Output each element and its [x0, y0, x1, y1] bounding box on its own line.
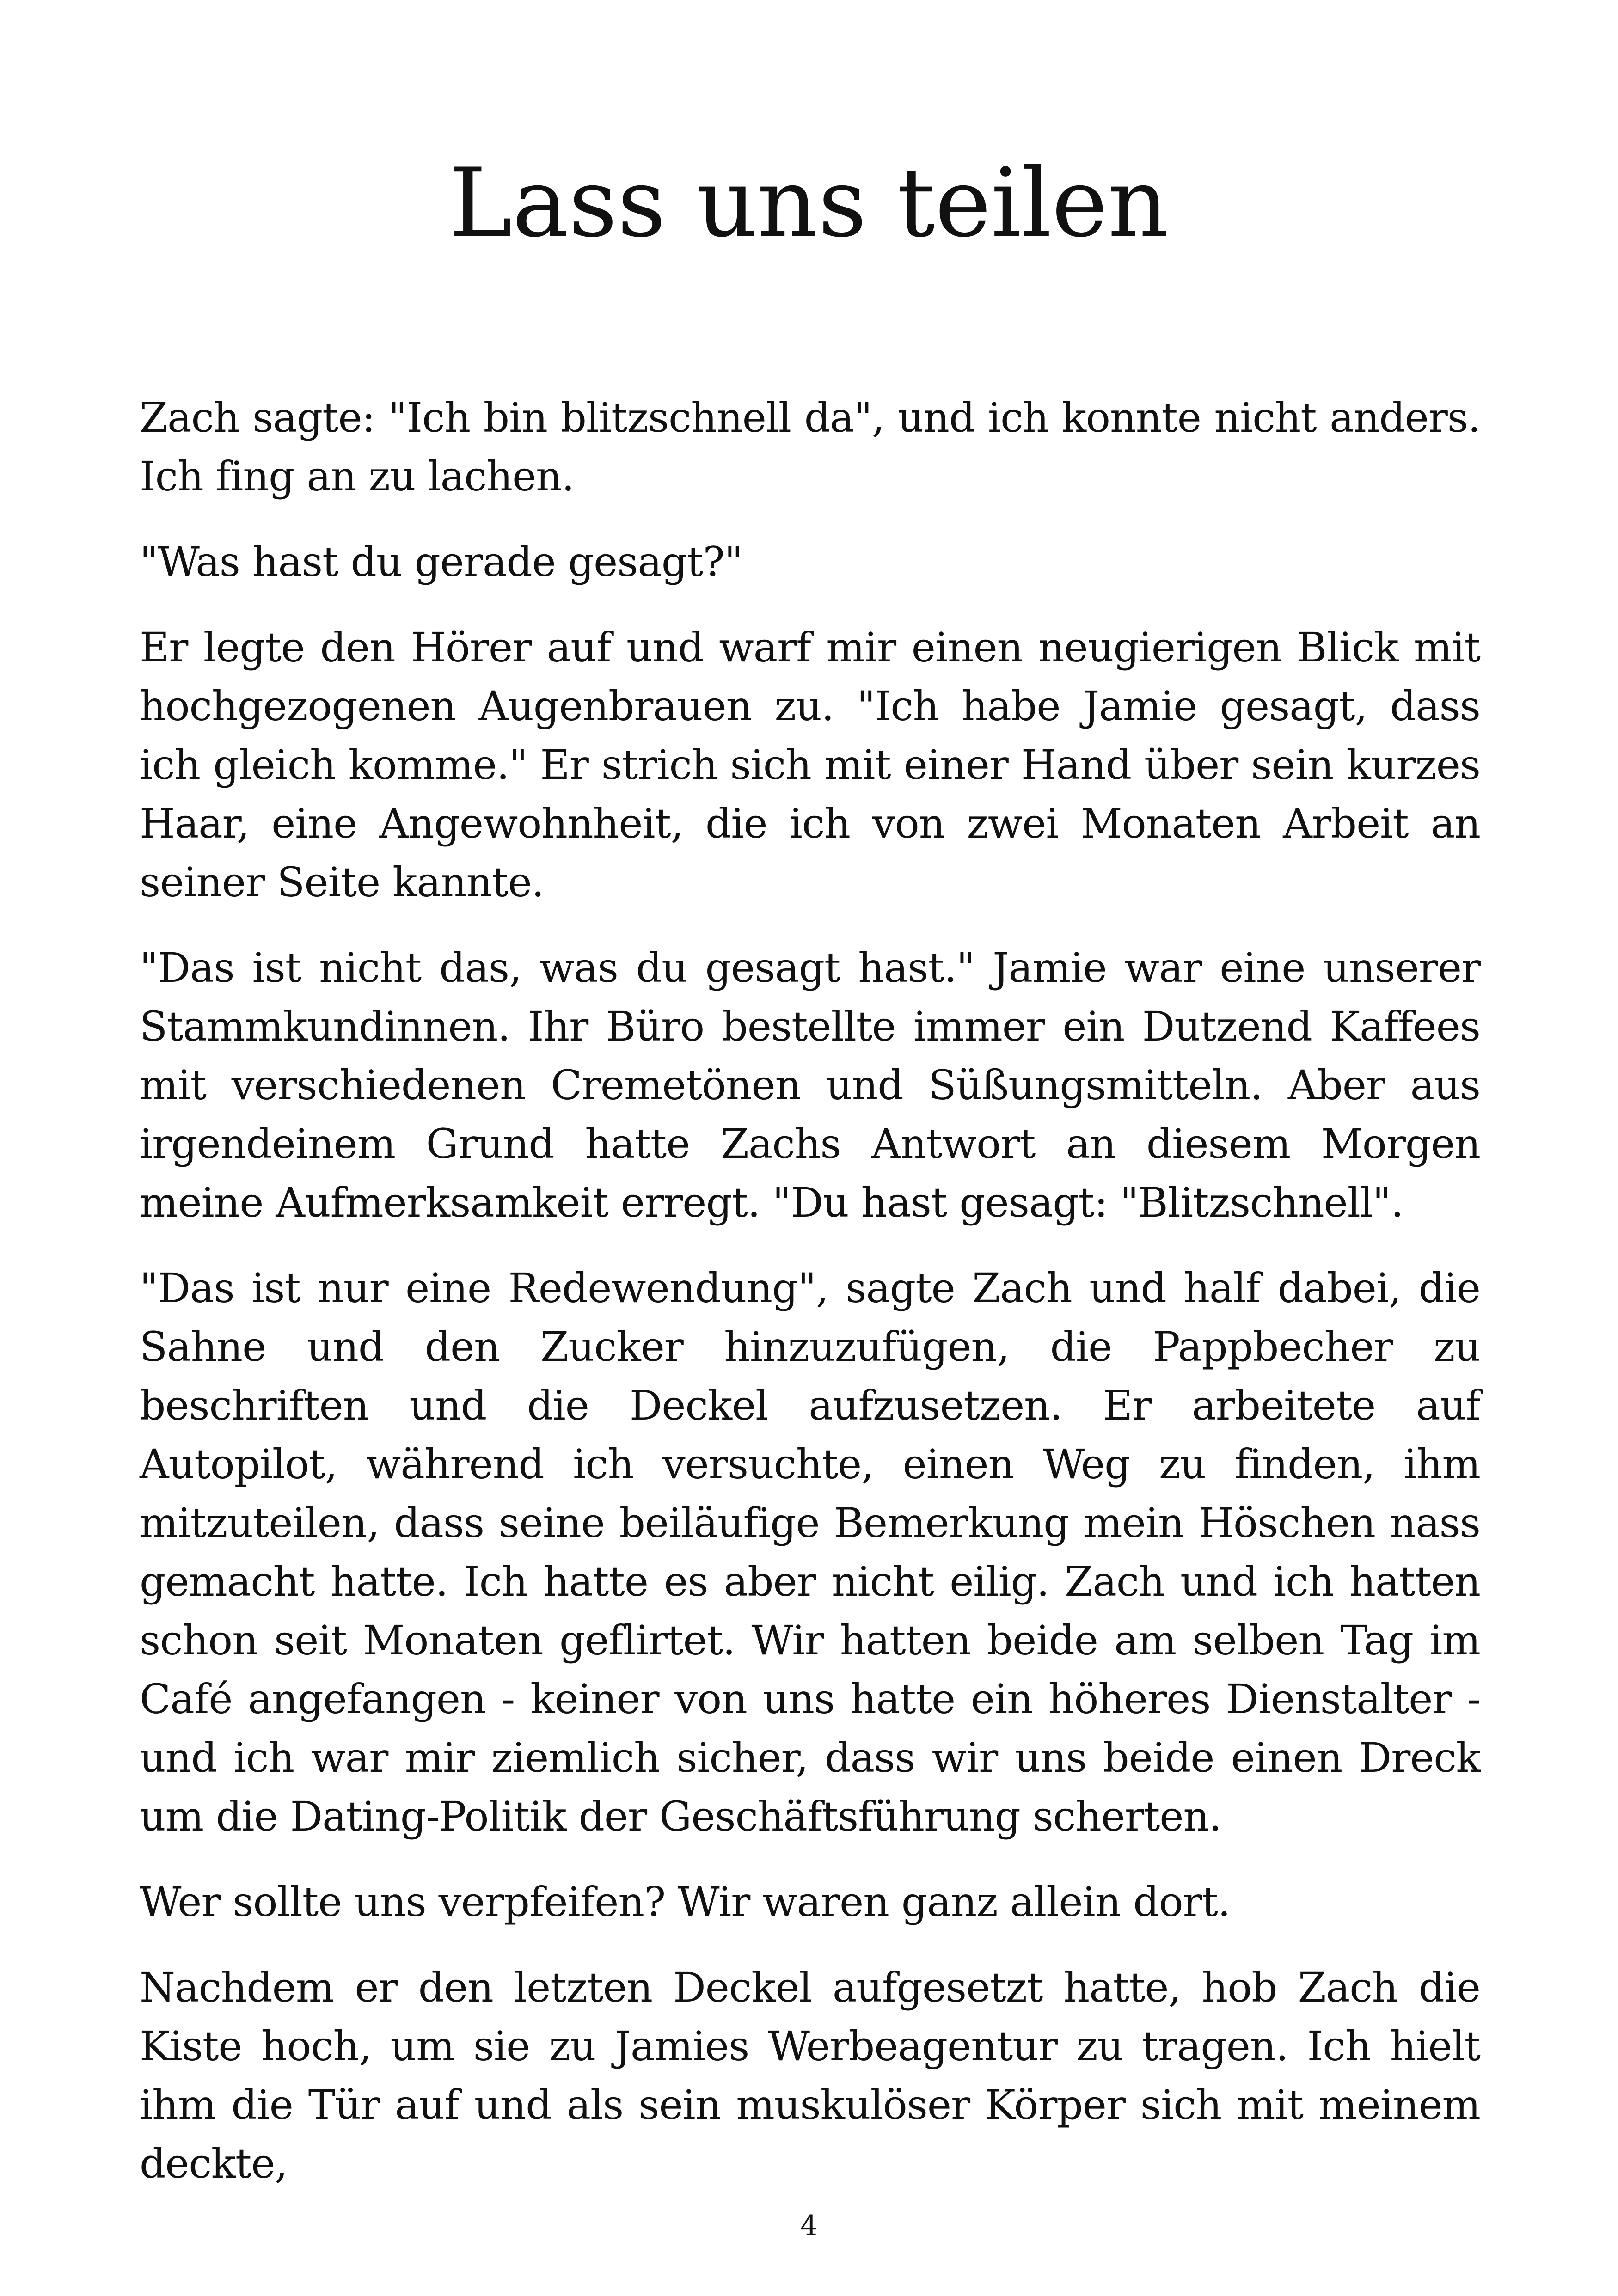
page-number: 4 — [800, 2210, 818, 2242]
paragraph-1: Zach sagte: "Ich bin blitzschnell da", und ich konnte nicht anders. Ich fing an zu lachen. — [140, 394, 1480, 500]
paragraph-5: "Das ist nur eine Redewendung", sagte Zach und half dabei, die Sahne und den Zucker hinzuzufügen, die Pappbecher zu beschriften und die Deckel aufzusetzen. Er arbeitete auf Autopilot, während ich versuchte, einen Weg zu finden, ihm mitzuteilen, dass seine beiläufige Bemerkung mein Höschen nass gemacht hatte. Ich hatte es aber nicht eilig. Zach und ich hatten schon seit Monaten geflirtet. Wir hatten beide am selben Tag im Café angefangen - keiner von uns hatte ein höheres Dienstalter - und ich war mir ziemlich sicher, dass wir uns beide einen Dreck um die Dating-Politik der Geschäftsführung scherten. — [140, 1264, 1480, 1840]
chapter-body — [140, 388, 1480, 2220]
chapter-title: Lass uns teilen — [449, 148, 1169, 258]
paragraph-3: Er legte den Hörer auf und warf mir einen neugierigen Blick mit hochgezogenen Augenbrauen zu. "Ich habe Jamie gesagt, dass ich gleich komme." Er strich sich mit einer Hand über sein kurzes Haar, eine Angewohnheit, die ich von zwei Monaten Arbeit an seiner Seite kannte. — [140, 624, 1480, 906]
paragraph-7: Nachdem er den letzten Deckel aufgesetzt hatte, hob Zach die Kiste hoch, um sie zu Jamies Werbeagentur zu tragen. Ich hielt ihm die Tür auf und als sein muskulöser Körper sich mit meinem deckte, — [140, 1964, 1480, 2187]
paragraph-6: Wer sollte uns verpfeifen? Wir waren ganz allein dort. — [140, 1878, 1230, 1926]
paragraph-2: "Was hast du gerade gesagt?" — [140, 538, 743, 586]
paragraph-4: "Das ist nicht das, was du gesagt hast." Jamie war eine unserer Stammkundinnen. Ihr Büro bestellte immer ein Dutzend Kaffees mit verschiedenen Cremetönen und Süßungsmitteln. Aber aus irgendeinem Grund hatte Zachs Antwort an diesem Morgen meine Aufmerksamkeit erregt. "Du hast gesagt: "Blitzschnell". — [140, 944, 1480, 1226]
